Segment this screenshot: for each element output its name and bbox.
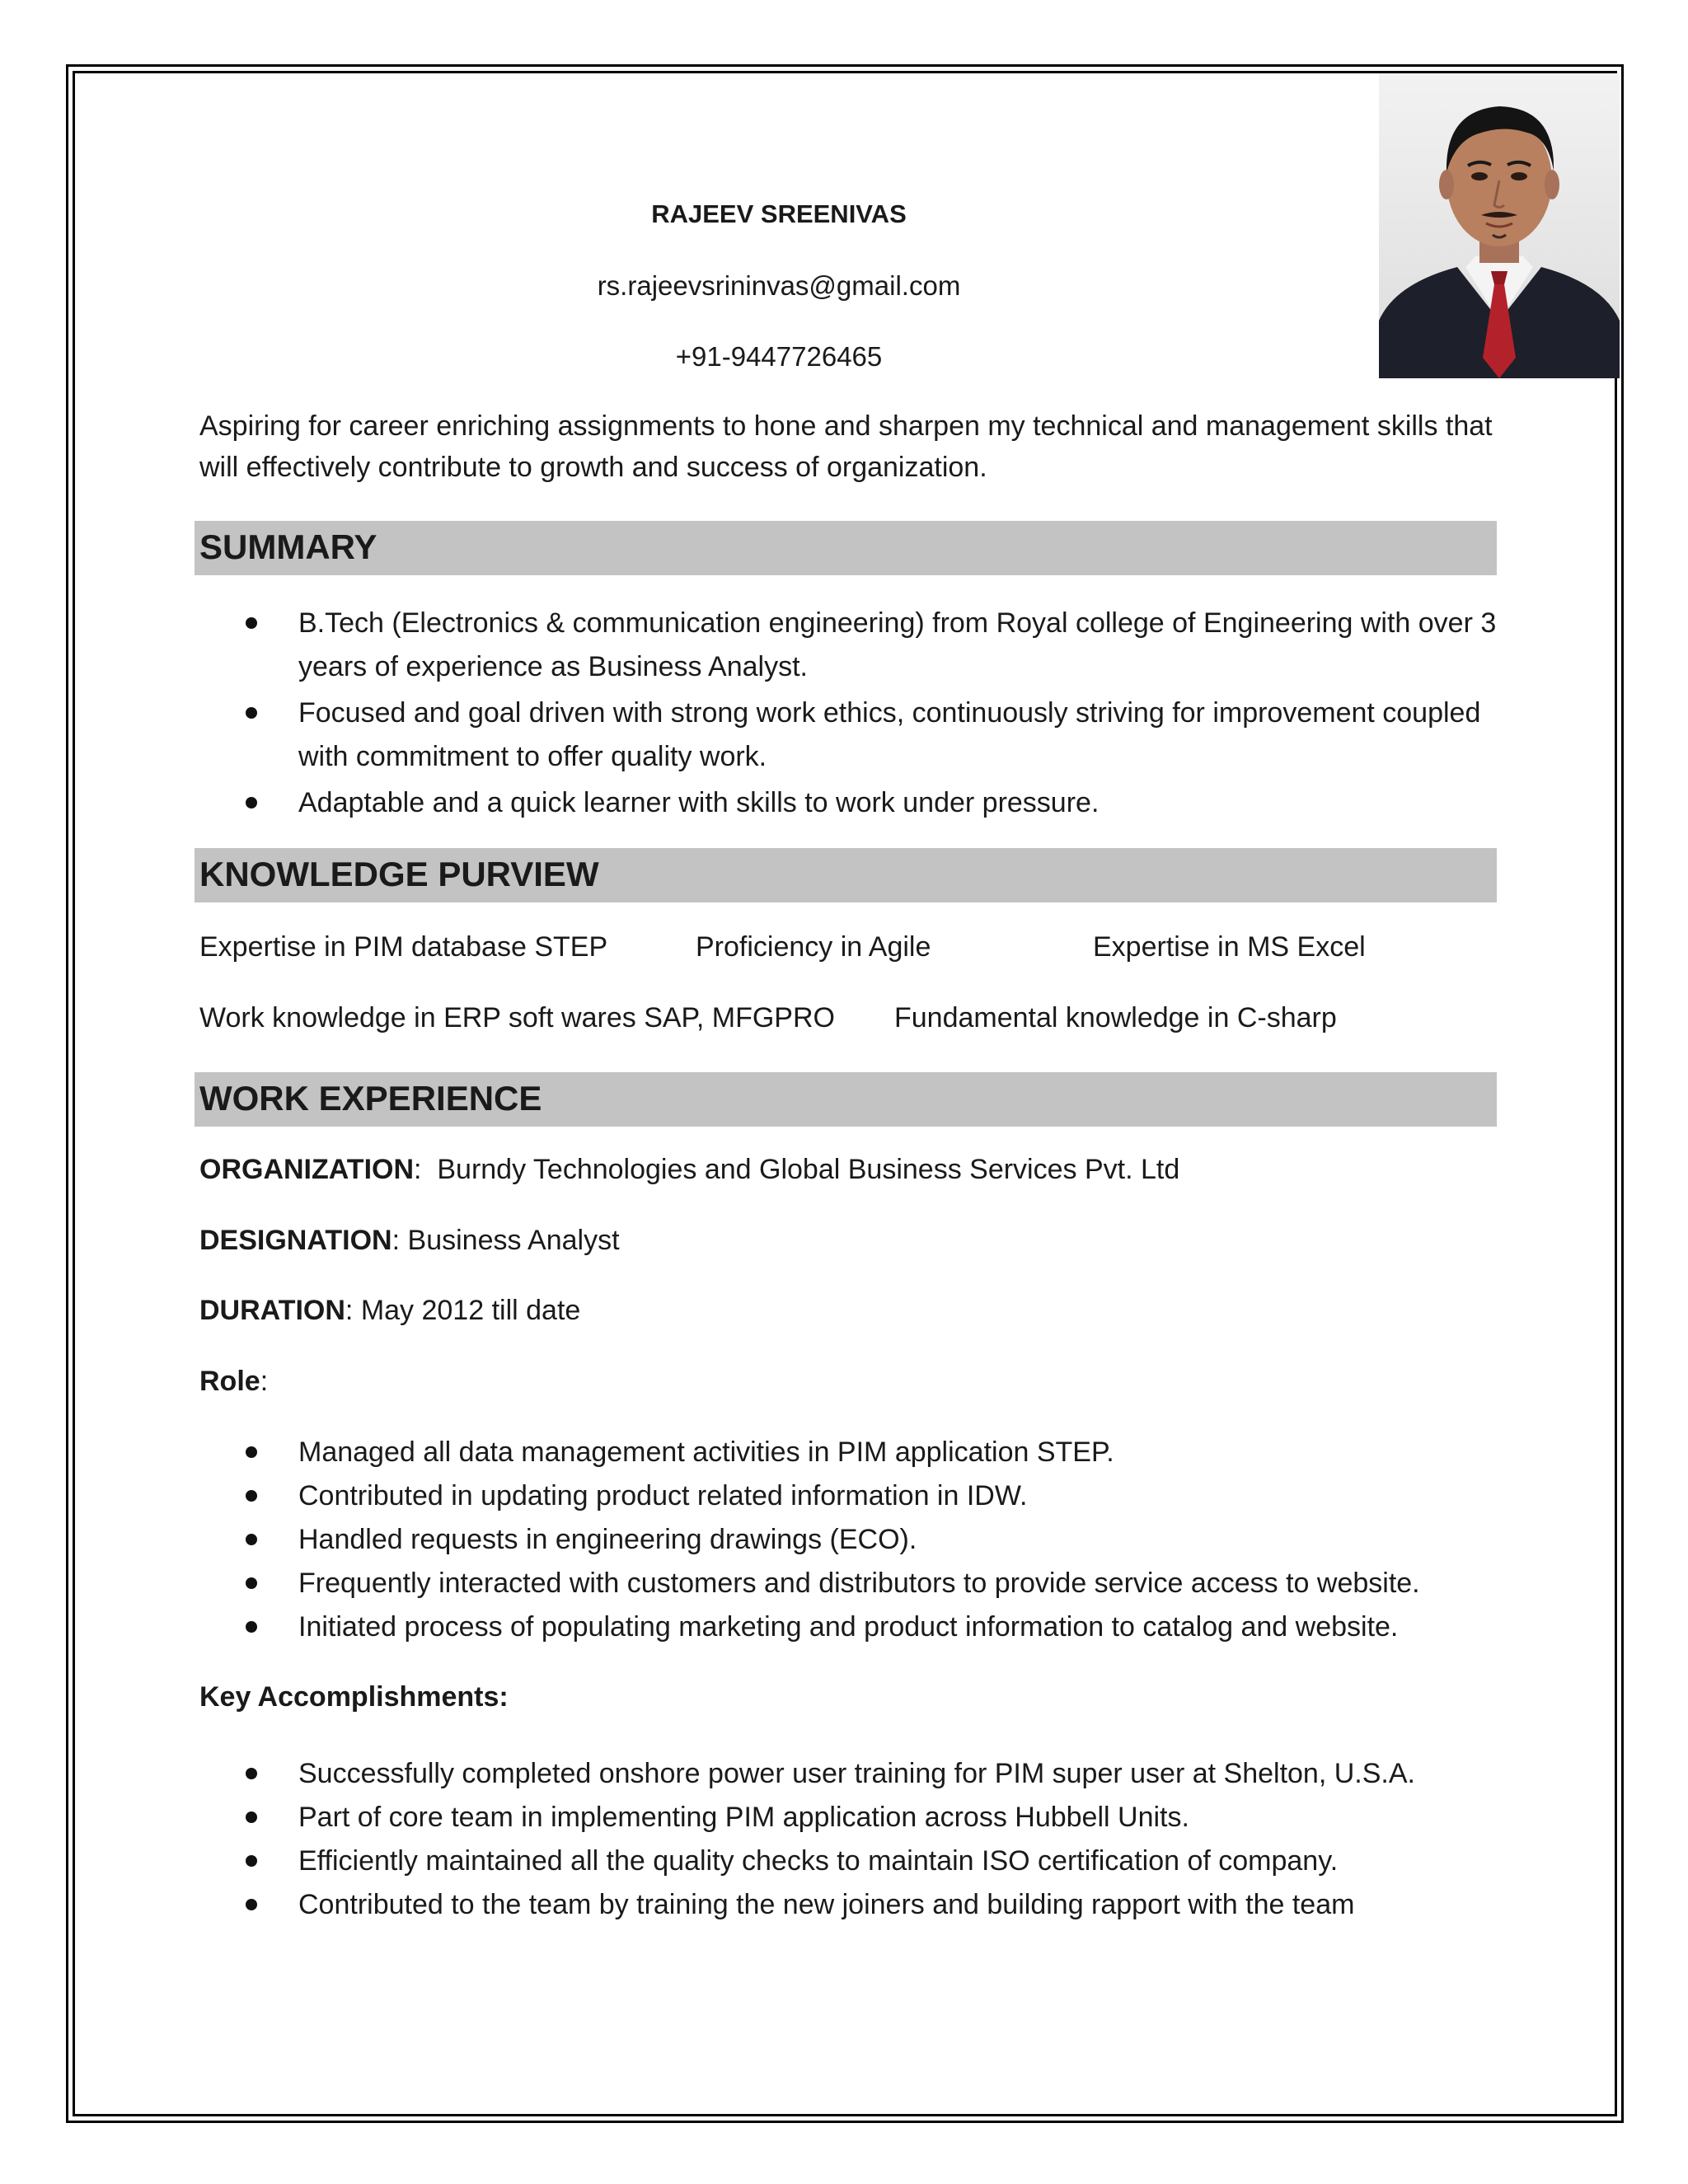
knowledge-header-bar	[195, 848, 1497, 902]
bullet-icon	[246, 1490, 257, 1502]
summary-list	[199, 602, 1502, 825]
objective-text: Aspiring for career enriching assignments to hone and sharpen my technical and management skills that will effectively contribute to growth and success of organization.	[199, 410, 1493, 483]
duration-value: May 2012 till date	[360, 1295, 581, 1326]
list-item: Part of core team in implementing PIM application across Hubbell Units.	[199, 1796, 1502, 1840]
bullet-icon	[246, 1768, 257, 1779]
designation-value: Business Analyst	[407, 1225, 620, 1256]
knowledge-item: Proficiency in Agile	[696, 931, 931, 963]
designation-label: DESIGNATION	[199, 1225, 392, 1256]
list-item: Focused and goal driven with strong work ethics, continuously striving for improvement coupled with commitment to offer quality work.	[199, 691, 1502, 779]
work-title: WORK EXPERIENCE	[199, 1079, 542, 1118]
list-item: Adaptable and a quick learner with skills to work under pressure.	[199, 781, 1502, 825]
bullet-icon	[246, 1621, 257, 1633]
organization-line: ORGANIZATION: Burndy Technologies and Global Business Services Pvt. Ltd	[199, 1154, 1180, 1185]
knowledge-item: Expertise in MS Excel	[1093, 931, 1366, 963]
bullet-icon	[246, 617, 257, 629]
bullet-icon	[246, 1534, 257, 1545]
role-label: Role	[199, 1366, 260, 1397]
role-line: Role:	[199, 1366, 269, 1397]
bullet-icon	[246, 1855, 257, 1867]
work-header-bar	[195, 1072, 1497, 1127]
list-item: Initiated process of populating marketing and product information to catalog and website.	[199, 1605, 1502, 1649]
knowledge-item: Work knowledge in ERP soft wares SAP, MFGPRO	[199, 1002, 835, 1033]
organization-label: ORGANIZATION	[199, 1154, 415, 1185]
list-item: Handled requests in engineering drawings (ECO).	[199, 1518, 1502, 1562]
knowledge-item: Fundamental knowledge in C-sharp	[894, 1002, 1337, 1033]
organization-value: Burndy Technologies and Global Business Services Pvt. Ltd	[437, 1154, 1180, 1185]
designation-line: DESIGNATION: Business Analyst	[199, 1225, 620, 1256]
knowledge-item: Expertise in PIM database STEP	[199, 931, 608, 963]
summary-header-bar	[195, 521, 1497, 575]
list-item: Frequently interacted with customers and distributors to provide service access to website.	[199, 1562, 1502, 1605]
bullet-icon	[246, 1446, 257, 1458]
email-text: rs.rajeevsrininvas@gmail.com	[597, 270, 961, 301]
knowledge-title: KNOWLEDGE PURVIEW	[199, 855, 599, 893]
list-item: B.Tech (Electronics & communication engineering) from Royal college of Engineering with over 3 years of experience as Business Analyst.	[199, 602, 1502, 689]
summary-title: SUMMARY	[199, 527, 377, 566]
list-item: Contributed in updating product related information in IDW.	[199, 1474, 1502, 1518]
duration-line: DURATION: May 2012 till date	[199, 1295, 581, 1326]
phone-text: +91-9447726465	[675, 341, 883, 372]
bullet-icon	[246, 1899, 257, 1910]
bullet-icon	[246, 797, 257, 808]
accomplishments-label: Key Accomplishments:	[199, 1681, 509, 1713]
duration-label: DURATION	[199, 1295, 345, 1326]
list-item: Successfully completed onshore power user training for PIM super user at Shelton, U.S.A.	[199, 1752, 1502, 1796]
candidate-name: RAJEEV SREENIVAS	[651, 199, 907, 228]
list-item: Efficiently maintained all the quality checks to maintain ISO certification of company.	[199, 1840, 1502, 1883]
bullet-icon	[246, 707, 257, 719]
bullet-icon	[246, 1577, 257, 1589]
accomplishments-list	[199, 1752, 1502, 1927]
list-item: Contributed to the team by training the new joiners and building rapport with the team	[199, 1883, 1502, 1927]
list-item: Managed all data management activities in PIM application STEP.	[199, 1431, 1502, 1474]
bullet-icon	[246, 1811, 257, 1823]
roles-list	[199, 1431, 1502, 1649]
